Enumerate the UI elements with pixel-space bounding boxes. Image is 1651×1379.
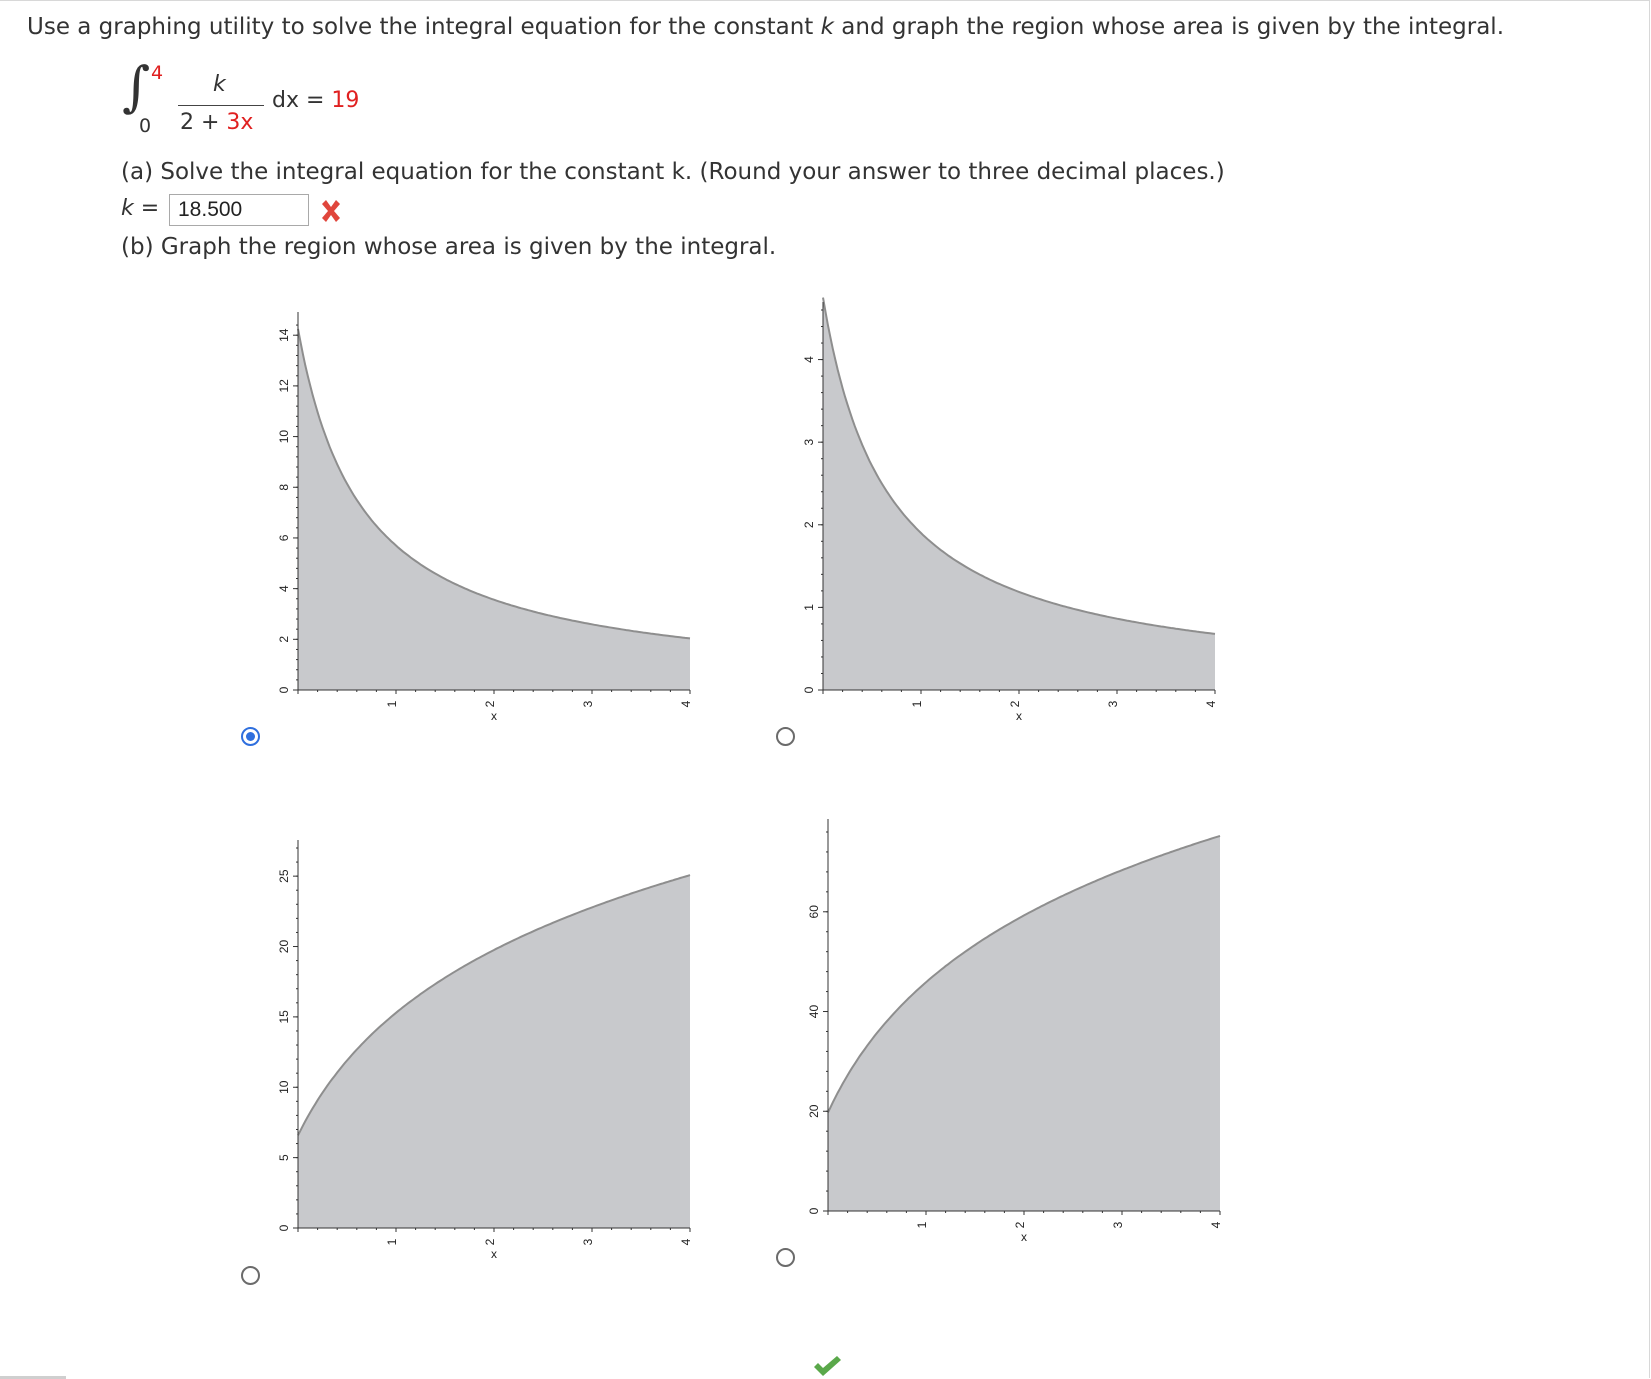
x-axis-label: x [1021, 1230, 1027, 1244]
y-tick-label: 5 [277, 1154, 291, 1161]
y-tick-label: 0 [802, 686, 816, 694]
x-tick-label: 4 [1204, 700, 1218, 708]
y-tick-label: 2 [802, 521, 816, 529]
y-tick-label: 15 [277, 1010, 291, 1024]
integrand-denominator: 2 + 3x [180, 110, 254, 135]
x-tick-label: 1 [910, 700, 924, 708]
region-area [828, 836, 1220, 1211]
y-tick-label: 4 [802, 356, 816, 363]
x-tick-label: 2 [483, 1238, 497, 1246]
graph-choice-1-radio[interactable] [241, 727, 260, 746]
y-tick-label: 3 [802, 438, 816, 446]
x-tick-label: 4 [1209, 1221, 1223, 1229]
y-tick-label: 60 [807, 905, 821, 919]
y-tick-label: 25 [277, 869, 291, 883]
y-tick-label: 10 [277, 1080, 291, 1094]
y-tick-label: 2 [277, 635, 291, 643]
y-tick-label: 6 [277, 534, 291, 542]
x-tick-label: 1 [385, 700, 399, 708]
x-axis-label: x [1016, 709, 1022, 723]
integral-sign-icon: ∫ [122, 55, 151, 118]
x-tick-label: 1 [385, 1238, 399, 1246]
x-tick-label: 2 [1013, 1221, 1027, 1229]
y-tick-label: 0 [277, 686, 291, 694]
y-tick-label: 10 [277, 429, 291, 444]
integral-upper-limit: 4 [151, 62, 164, 84]
x-tick-label: 3 [581, 1238, 595, 1246]
graph-choice-4 [775, 820, 1255, 1290]
x-tick-label: 1 [915, 1221, 929, 1229]
y-tick-label: 0 [807, 1207, 821, 1215]
region-area [298, 875, 690, 1228]
x-tick-label: 4 [679, 700, 693, 708]
graph-choice-3 [240, 828, 720, 1298]
fraction-bar [178, 105, 264, 106]
part-b-text: (b) Graph the region whose area is given by the integral. [121, 234, 777, 260]
y-tick-label: 8 [277, 483, 291, 491]
x-tick-label: 4 [679, 1238, 693, 1246]
y-tick-label: 12 [277, 379, 291, 393]
k-answer-input[interactable]: 18.500 [169, 194, 309, 226]
integral-value: dx = 19 [272, 88, 360, 113]
x-axis-label: x [491, 1247, 497, 1261]
y-tick-label: 0 [277, 1224, 291, 1232]
x-tick-label: 2 [483, 700, 497, 708]
integral-lower-limit: 0 [139, 115, 152, 137]
incorrect-x-icon [318, 198, 344, 224]
y-tick-label: 14 [277, 328, 291, 342]
integrand-numerator: k [213, 72, 226, 97]
graph-choice-1 [240, 300, 720, 770]
x-tick-label: 2 [1008, 700, 1022, 708]
x-axis-label: x [491, 709, 497, 723]
graph-choice-2 [775, 300, 1255, 770]
y-tick-label: 20 [807, 1104, 821, 1118]
x-tick-label: 3 [581, 700, 595, 708]
y-tick-label: 40 [807, 1004, 821, 1019]
y-tick-label: 4 [277, 585, 291, 592]
x-tick-label: 3 [1106, 700, 1120, 708]
y-tick-label: 1 [802, 604, 816, 611]
graph-choice-3-radio[interactable] [241, 1266, 260, 1285]
region-area [298, 329, 690, 690]
region-area [823, 298, 1215, 690]
graph-choice-2-radio[interactable] [776, 727, 795, 746]
part-a-text: (a) Solve the integral equation for the constant k. (Round your answer to three decimal places.) [121, 159, 1225, 185]
x-tick-label: 3 [1111, 1221, 1125, 1229]
y-tick-label: 20 [277, 939, 291, 954]
graph-choice-4-radio[interactable] [776, 1248, 795, 1267]
question-prompt: Use a graphing utility to solve the integral equation for the constant k and graph the region whose area is given by the integral. [27, 14, 1505, 40]
k-label: k = [121, 196, 160, 221]
correct-checkmark-icon [812, 1355, 842, 1377]
